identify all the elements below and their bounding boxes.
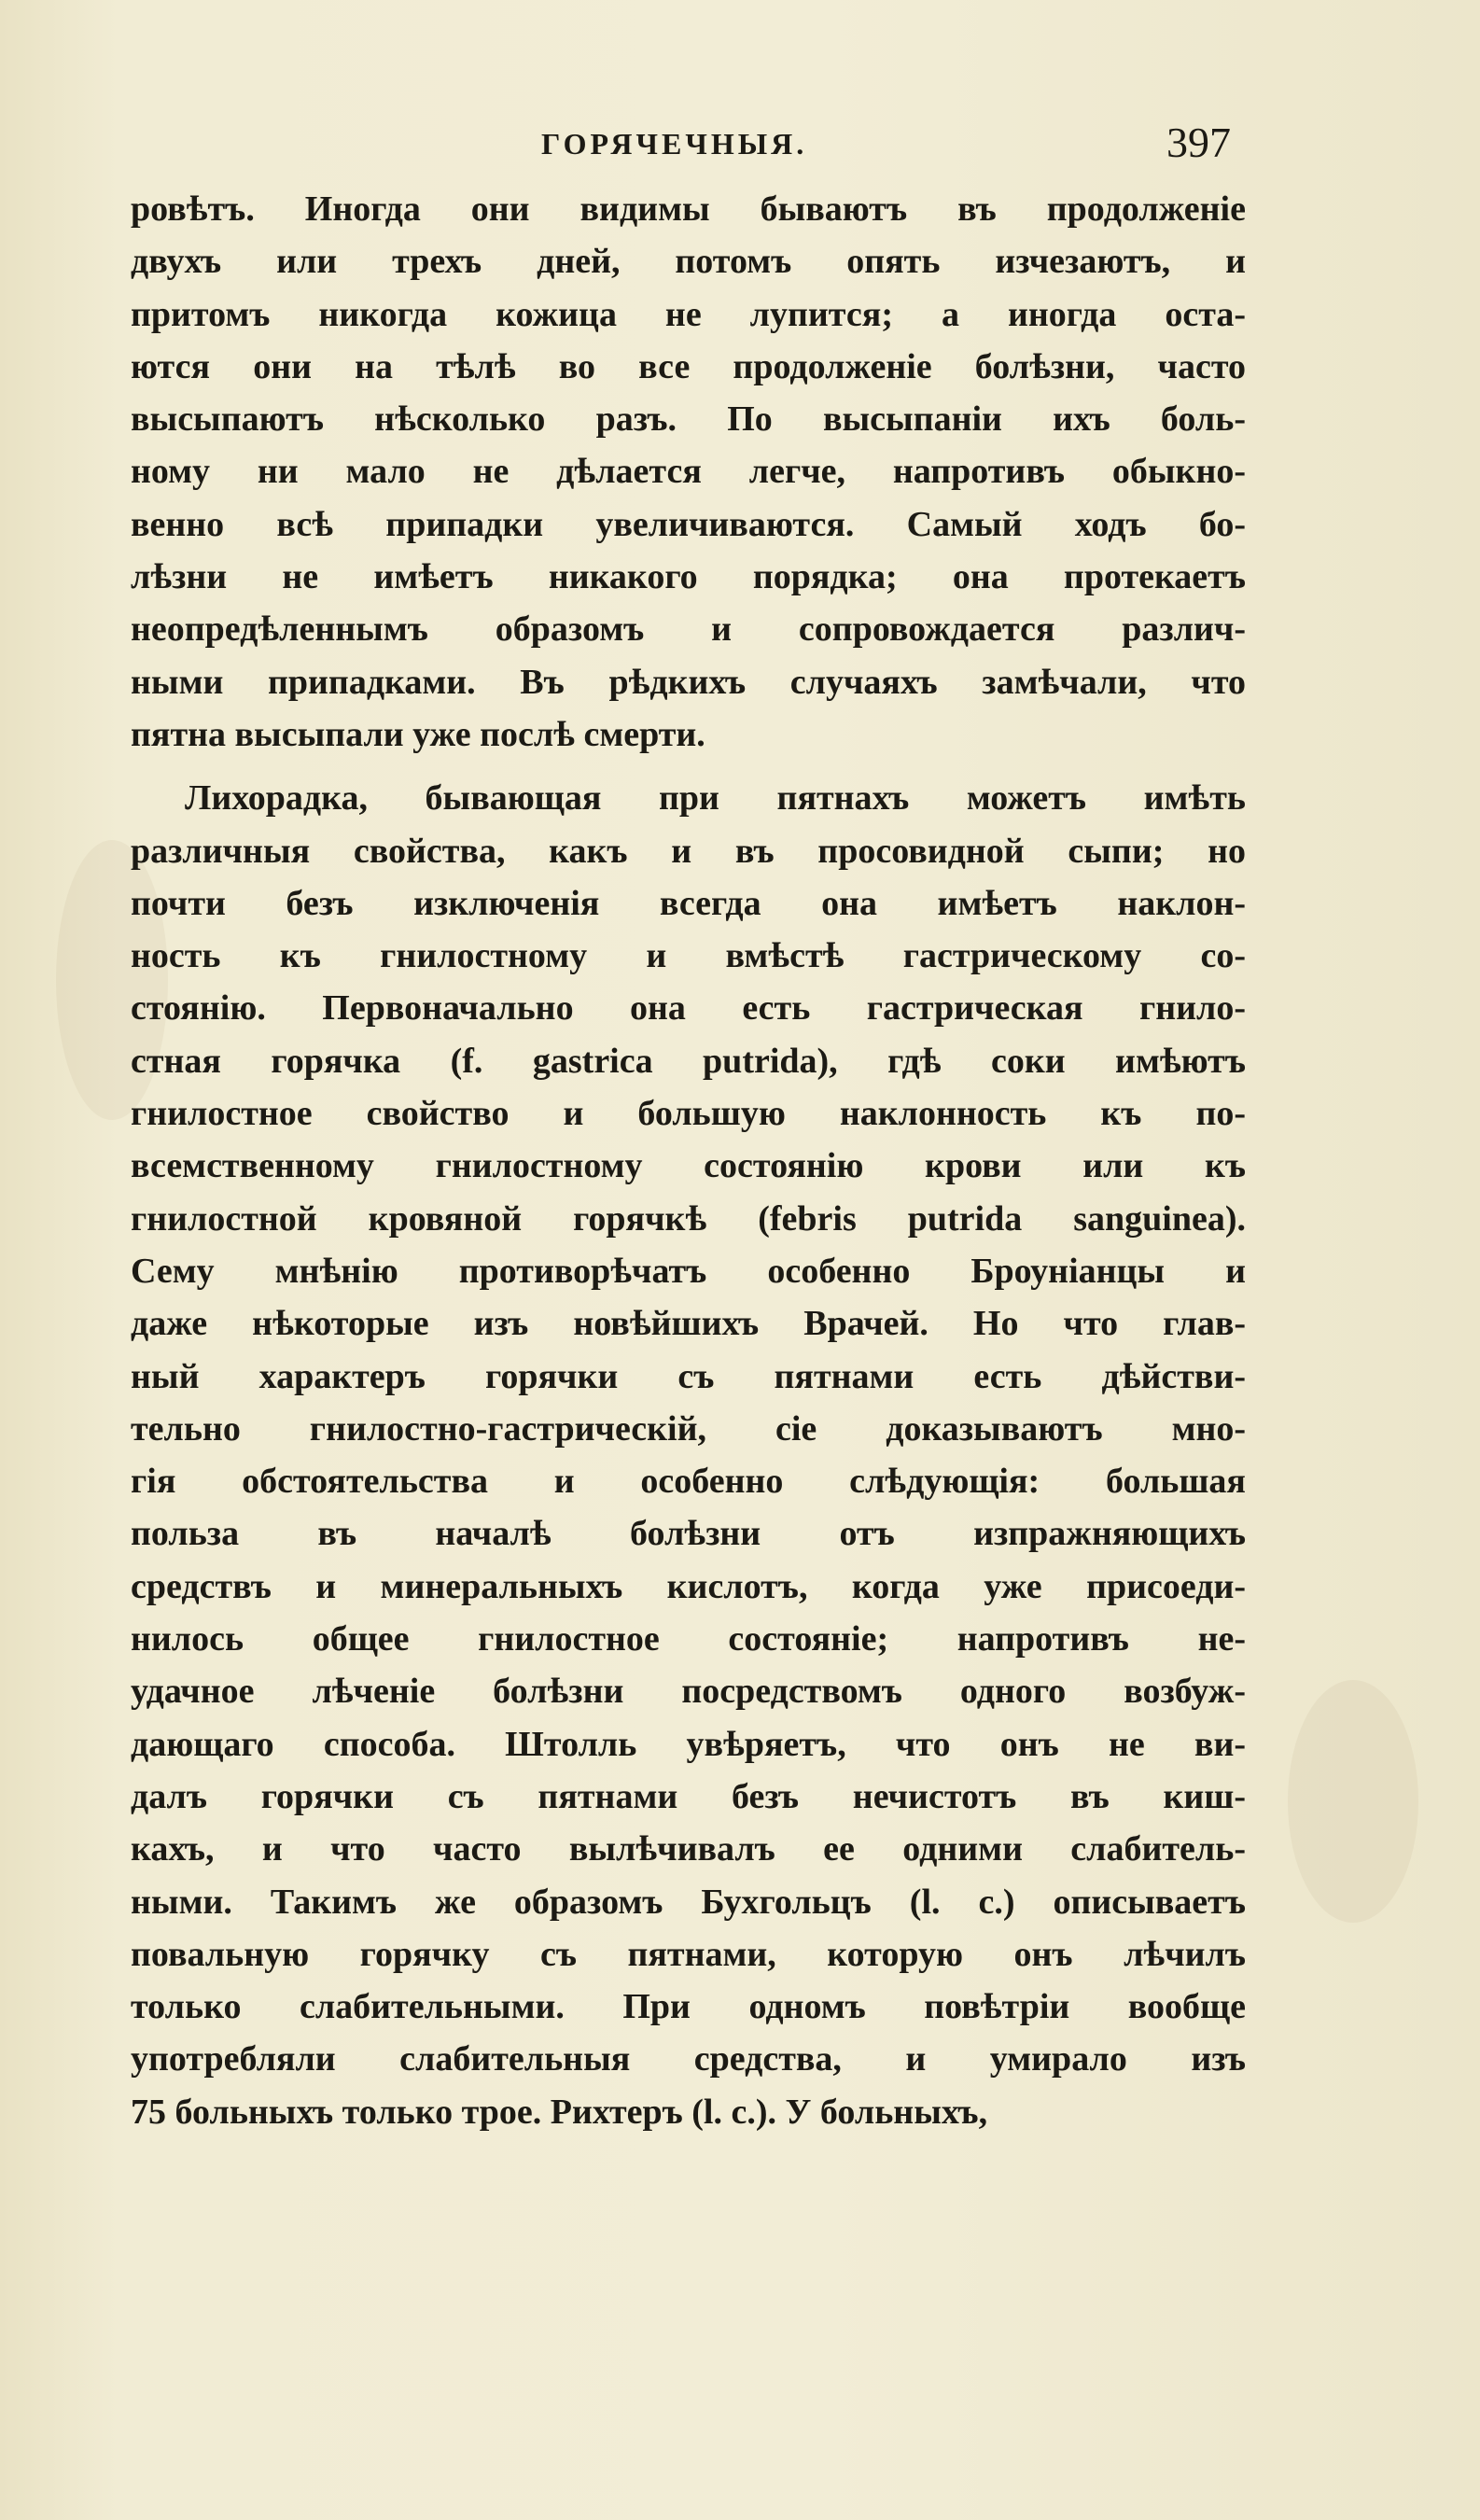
text-line: венно всѣ припадки увеличиваются. Самый ходъ бо- [131, 504, 1246, 544]
text-line: ность къ гнилостному и вмѣстѣ гастрическому со- [131, 936, 1246, 976]
text-line: Сему мнѣнію противорѣчатъ особенно Броуніанцы и [131, 1251, 1246, 1291]
text-line: притомъ никогда кожица не лупится; а иногда оста- [131, 294, 1246, 334]
text-line: Лихорадка, бывающая при пятнахъ можетъ имѣть [185, 778, 1246, 819]
text-line: пятна высыпали уже послѣ смерти. [131, 714, 705, 754]
text-line: всемственному гнилостному состоянію крови или къ [131, 1146, 1246, 1186]
text-line: 75 больныхъ только трое. Рихтеръ (l. c.). У больныхъ, [131, 2092, 988, 2132]
text-line: ный характеръ горячки съ пятнами есть дѣйстви- [131, 1356, 1246, 1396]
text-line: двухъ или трехъ дней, потомъ опять изчезаютъ, и [131, 242, 1246, 282]
text-line: стоянію. Первоначально она есть гастрическая гнило- [131, 988, 1246, 1029]
text-line: нилось общее гнилостное состояніе; напротивъ не- [131, 1619, 1246, 1659]
paragraph [131, 183, 1246, 761]
running-head [0, 121, 1480, 177]
text-line: средствъ и минеральныхъ кислотъ, когда уже присоеди- [131, 1566, 1246, 1606]
paragraph [131, 772, 1246, 2138]
text-line: употребляли слабительныя средства, и умирало изъ [131, 2039, 1246, 2079]
text-line: только слабительными. При одномъ повѣтріи вообще [131, 1987, 1246, 2027]
text-line: почти безъ изключенія всегда она имѣетъ наклон- [131, 883, 1246, 923]
text-line: ными. Такимъ же образомъ Бухгольцъ (l. c.) описываетъ [131, 1882, 1246, 1922]
text-line: даже нѣкоторые изъ новѣйшихъ Врачей. Но что глав- [131, 1304, 1246, 1344]
text-line: различныя свойства, какъ и въ просовидной сыпи; но [131, 831, 1246, 871]
text-line: ными припадками. Въ рѣдкихъ случаяхъ замѣчали, что [131, 662, 1246, 702]
running-title: ГОРЯЧЕЧНЫЯ. [541, 127, 808, 161]
text-line: высыпаютъ нѣсколько разъ. По высыпаніи ихъ боль- [131, 399, 1246, 440]
page-number: 397 [1166, 119, 1231, 166]
text-line: польза въ началѣ болѣзни отъ изпражняющихъ [131, 1514, 1246, 1554]
text-line: ровѣтъ. Иногда они видимы бываютъ въ продолженіе [131, 189, 1246, 229]
text-line: дающаго способа. Штолль увѣряетъ, что онъ не ви- [131, 1724, 1246, 1764]
text-line: тельно гнилостно-гастрическій, сіе доказываютъ мно- [131, 1408, 1246, 1449]
text-line: кахъ, и что часто вылѣчивалъ ее одними слабитель- [131, 1829, 1246, 1869]
paragraph-gap [131, 761, 1246, 772]
text-line: гнилостной кровяной горячкѣ (febris putrida sanguinea). [131, 1198, 1246, 1239]
text-line: гія обстоятельства и особенно слѣдующія: большая [131, 1462, 1246, 1502]
text-line: ются они на тѣлѣ во все продолженіе болѣзни, часто [131, 346, 1246, 386]
body-text [131, 183, 1246, 2138]
text-line: гнилостное свойство и большую наклонность къ по- [131, 1094, 1246, 1134]
text-line: стная горячка (f. gastrica putrida), гдѣ соки имѣютъ [131, 1041, 1246, 1081]
text-line: удачное лѣченіе болѣзни посредствомъ одного возбуж- [131, 1672, 1246, 1712]
text-line: повальную горячку съ пятнами, которую онъ лѣчилъ [131, 1934, 1246, 1974]
text-line: далъ горячки съ пятнами безъ нечистотъ въ киш- [131, 1776, 1246, 1816]
text-line: неопредѣленнымъ образомъ и сопровождается различ- [131, 609, 1246, 650]
paper-stain [1288, 1680, 1418, 1923]
text-line: лѣзни не имѣетъ никакого порядка; она протекаетъ [131, 557, 1246, 597]
text-line: ному ни мало не дѣлается легче, напротивъ обыкно- [131, 452, 1246, 492]
